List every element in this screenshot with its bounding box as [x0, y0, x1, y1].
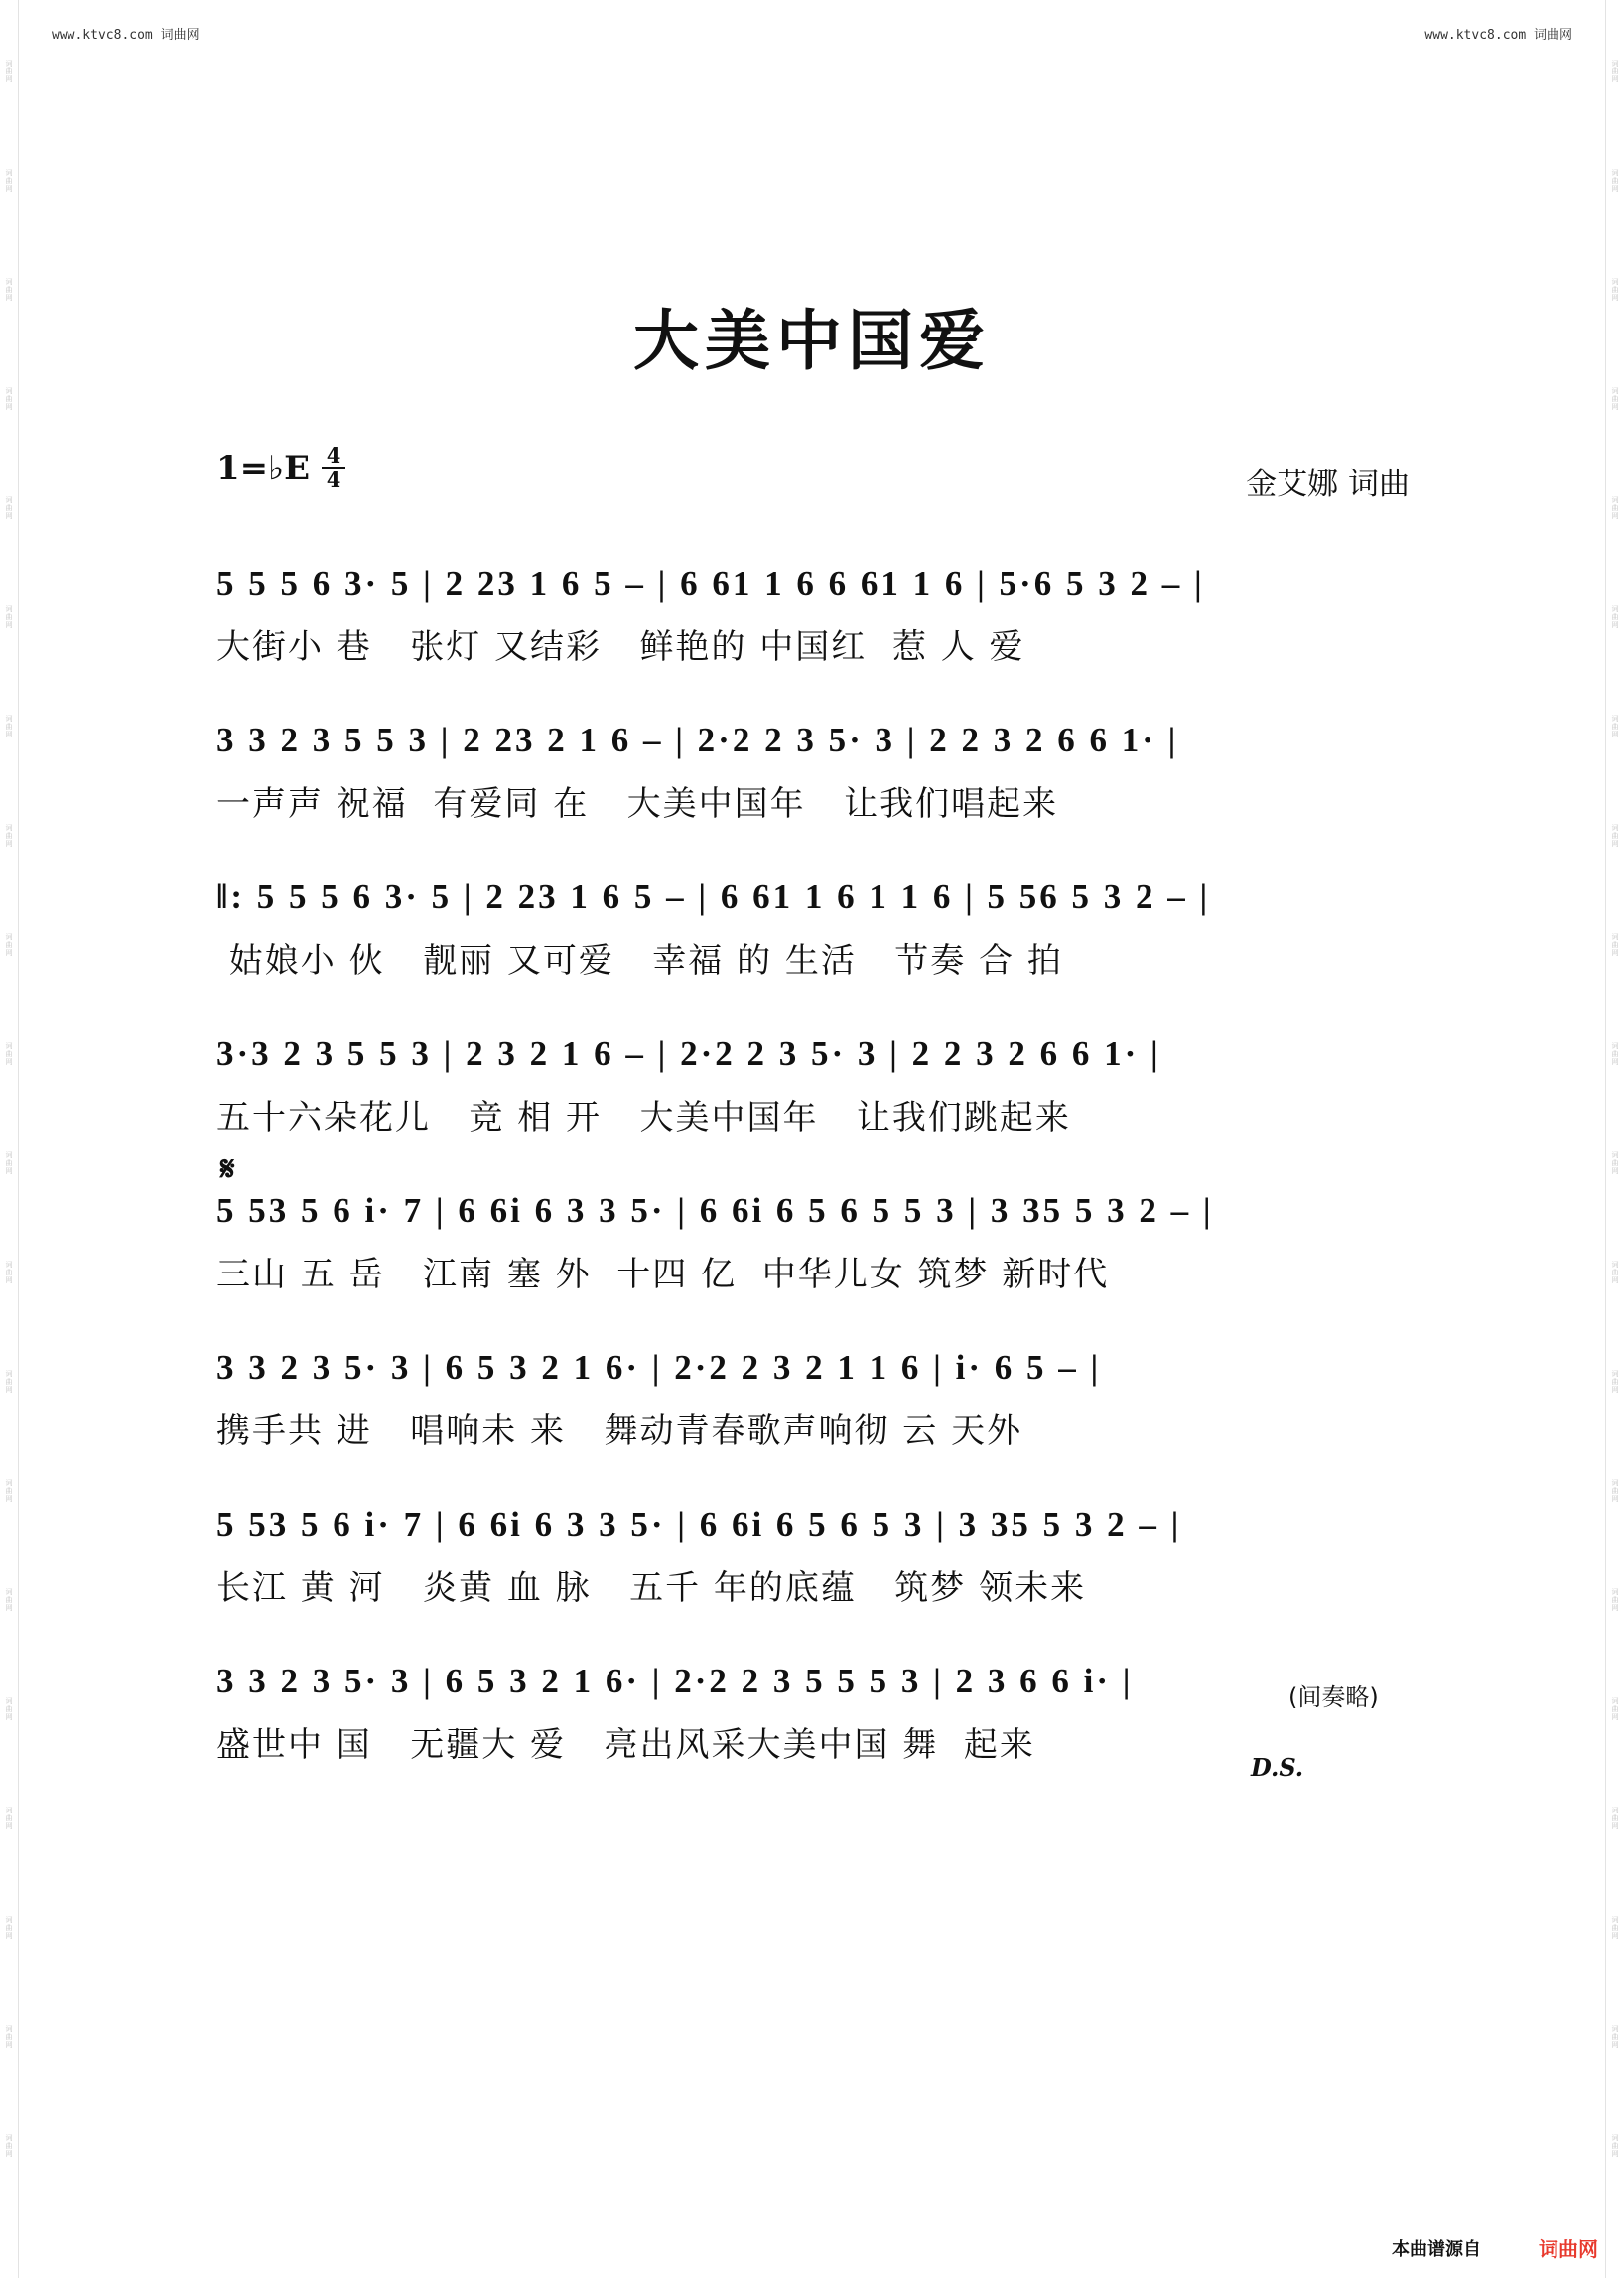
notes: 3·3 2 3 5 5 3 | 2 3 2 1 6 – | 2·2 2 3 5· 3 | 2 2 3 2 6 6 1· | [216, 1034, 1161, 1073]
side-watermark-glyph: 词 曲 网 [1611, 933, 1619, 957]
lyrics: 一声声 祝福 有爱同 在 大美中国年 让我们唱起来 [216, 784, 1059, 824]
side-watermark-glyph: 词 曲 网 [1611, 1261, 1619, 1284]
notation-line [216, 870, 1416, 941]
side-watermark-glyph: 词 曲 网 [5, 2025, 13, 2049]
side-watermark-glyph: 词 曲 网 [1611, 278, 1619, 302]
side-watermark-glyph: 词 曲 网 [5, 1261, 13, 1284]
music-system-3 [216, 870, 1416, 989]
notation-line [216, 1026, 1416, 1098]
side-watermark-glyph: 词 曲 网 [1611, 605, 1619, 629]
music-system-1 [216, 556, 1416, 675]
side-watermark-glyph: 词 曲 网 [5, 1151, 13, 1175]
dal-segno-mark: D.S. [1251, 1753, 1304, 1782]
music-system-4 [216, 1026, 1416, 1145]
side-watermark-glyph: 词 曲 网 [1611, 1697, 1619, 1721]
notes: 3 3 2 3 5· 3 | 6 5 3 2 1 6· | 2·2 2 3 5 5 5 3 | 2 3 6 6 i· | [216, 1662, 1134, 1700]
music-system-2 [216, 713, 1416, 832]
side-watermark-glyph: 词 曲 网 [1611, 387, 1619, 411]
side-watermark-glyph: 词 曲 网 [1611, 1916, 1619, 1940]
music-system-6 [216, 1340, 1416, 1459]
side-watermark-glyph: 词 曲 网 [5, 1697, 13, 1721]
side-watermark-glyph: 词 曲 网 [5, 1916, 13, 1940]
side-watermark-glyph: 词 曲 网 [5, 715, 13, 738]
side-watermark-glyph: 词 曲 网 [5, 496, 13, 520]
side-watermark-glyph: 词 曲 网 [5, 933, 13, 957]
source-note: 本曲谱源自 [1392, 2239, 1481, 2260]
lyrics: 携手共 进 唱响未 来 舞动青春歌声响彻 云 天外 [216, 1411, 1023, 1451]
side-watermark-glyph: 词 曲 网 [1611, 1588, 1619, 1612]
meter-denominator: 4 [326, 468, 341, 492]
side-watermark-glyph: 词 曲 网 [5, 169, 13, 193]
lyrics: 大街小 巷 张灯 又结彩 鲜艳的 中国红 惹 人 爱 [216, 627, 1025, 667]
notation-line [216, 556, 1416, 627]
interlude-note: (间奏略) [1288, 1683, 1379, 1711]
side-watermark-glyph: 词 曲 网 [5, 605, 13, 629]
lyrics: 三山 五 岳 江南 塞 外 十四 亿 中华儿女 筑梦 新时代 [216, 1255, 1110, 1294]
side-watermark-glyph: 词 曲 网 [5, 278, 13, 302]
song-title: 大美中国爱 [633, 302, 991, 379]
notes: 3 3 2 3 5 5 3 | 2 23 2 1 6 – | 2·2 2 3 5· 3 | 2 2 3 2 6 6 1· | [216, 721, 1179, 759]
notation-line [216, 1654, 1416, 1725]
credit-line: 金艾娜 词曲 [1246, 467, 1410, 502]
side-watermark-glyph: 词 曲 网 [1611, 1370, 1619, 1394]
lyrics: 五十六朵花儿 竞 相 开 大美中国年 让我们跳起来 [216, 1098, 1071, 1138]
site-watermark-left: www.ktvc8.com 词曲网 [52, 28, 200, 43]
side-watermark-glyph: 词 曲 网 [5, 60, 13, 83]
side-watermark-glyph: 词 曲 网 [5, 387, 13, 411]
side-watermark-glyph: 词 曲 网 [5, 824, 13, 848]
side-watermark-glyph: 词 曲 网 [5, 1807, 13, 1830]
notation-line [216, 1183, 1416, 1255]
notes: 5 53 5 6 i· 7 | 6 6i 6 3 3 5· | 6 6i 6 5 6 5 3 | 3 35 5 3 2 – | [216, 1505, 1182, 1543]
music-system-5 [216, 1183, 1416, 1302]
notes: 5 53 5 6 i· 7 | 6 6i 6 3 3 5· | 6 6i 6 5 6 5 5 3 | 3 35 5 3 2 – | [216, 1191, 1214, 1230]
notes: ‖: 5 5 5 6 3· 5 | 2 23 1 6 5 – | 6 61 1 6 1 1 6 | 5 56 5 3 2 – | [216, 877, 1211, 916]
side-watermark-glyph: 词 曲 网 [1611, 1042, 1619, 1066]
side-watermark-glyph: 词 曲 网 [1611, 824, 1619, 848]
side-watermark-glyph: 词 曲 网 [1611, 60, 1619, 83]
side-watermark-glyph: 词 曲 网 [1611, 715, 1619, 738]
lyrics: 盛世中 国 无疆大 爱 亮出风采大美中国 舞 起来 [216, 1725, 1035, 1765]
side-watermark-glyph: 词 曲 网 [5, 1370, 13, 1394]
side-watermark-glyph: 词 曲 网 [5, 1588, 13, 1612]
key-signature: 1=♭E [216, 449, 311, 488]
notes: 3 3 2 3 5· 3 | 6 5 3 2 1 6· | 2·2 2 3 2 1 1 6 | i· 6 5 – | [216, 1348, 1102, 1387]
meter-numerator: 4 [322, 445, 345, 469]
lyrics: 姑娘小 伙 靓丽 又可爱 幸福 的 生活 节奏 合 拍 [216, 941, 1063, 981]
side-watermark-glyph: 词 曲 网 [1611, 1151, 1619, 1175]
notes: 5 5 5 6 3· 5 | 2 23 1 6 5 – | 6 61 1 6 6 61 1 6 | 5·6 5 3 2 – | [216, 564, 1205, 603]
side-watermark-glyph: 词 曲 网 [5, 2134, 13, 2158]
site-watermark-right: www.ktvc8.com 词曲网 [1424, 28, 1572, 43]
side-watermark-glyph: 词 曲 网 [5, 1042, 13, 1066]
notation-line [216, 1497, 1416, 1568]
side-watermark-glyph: 词 曲 网 [1611, 169, 1619, 193]
music-system-7 [216, 1497, 1416, 1616]
side-watermark-glyph: 词 曲 网 [1611, 1479, 1619, 1503]
notation-line [216, 1340, 1416, 1411]
side-watermark-glyph: 词 曲 网 [1611, 2134, 1619, 2158]
time-signature [322, 445, 345, 491]
side-watermark-glyph: 词 曲 网 [5, 1479, 13, 1503]
notation-line [216, 713, 1416, 784]
segno-sign: 𝄋 [220, 1149, 235, 1189]
music-system-8 [216, 1654, 1416, 1782]
side-watermark-glyph: 词 曲 网 [1611, 1807, 1619, 1830]
side-watermark-glyph: 词 曲 网 [1611, 496, 1619, 520]
brand-logo: 词曲网 [1539, 2237, 1598, 2261]
lyrics: 长江 黄 河 炎黄 血 脉 五千 年的底蕴 筑梦 领未来 [216, 1568, 1087, 1608]
side-watermark-glyph: 词 曲 网 [1611, 2025, 1619, 2049]
